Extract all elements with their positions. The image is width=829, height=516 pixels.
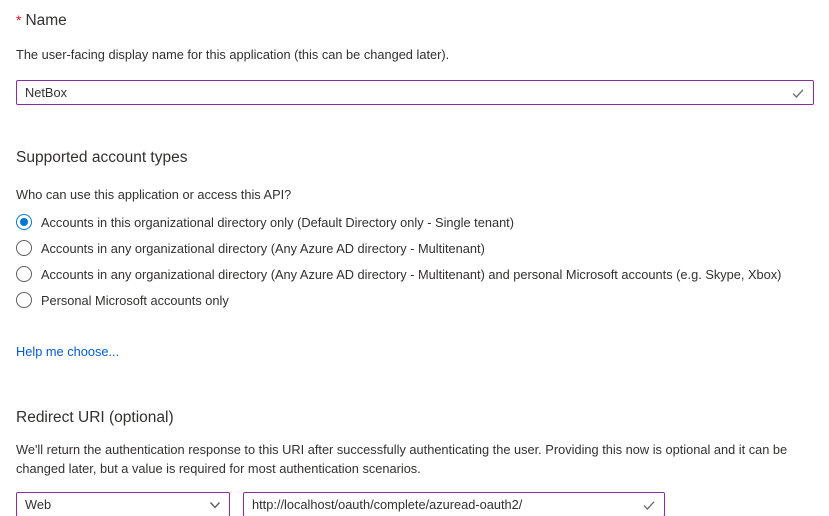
- radio-option-label: Accounts in any organizational directory (Any Azure AD directory - Multitenant) and personal Microsoft accounts (e.g. Skype, Xbox): [41, 266, 782, 282]
- radio-icon: [16, 266, 32, 282]
- name-input-container: [16, 80, 814, 105]
- name-label-text: Name: [25, 12, 67, 29]
- radio-option-label: Personal Microsoft accounts only: [41, 292, 229, 308]
- account-types-question: Who can use this application or access this API?: [16, 187, 292, 202]
- platform-select[interactable]: [16, 492, 230, 516]
- radio-option-label: Accounts in any organizational directory (Any Azure AD directory - Multitenant): [41, 240, 485, 256]
- radio-icon: [16, 240, 32, 256]
- radio-option-multitenant-personal[interactable]: [16, 266, 814, 282]
- redirect-uri-heading: Redirect URI (optional): [16, 409, 174, 426]
- platform-select-value: Web: [25, 497, 52, 512]
- radio-icon: [16, 214, 32, 230]
- redirect-uri-controls: [16, 492, 814, 516]
- name-field-label: [16, 10, 814, 31]
- radio-option-single-tenant[interactable]: [16, 214, 814, 230]
- radio-option-multitenant[interactable]: [16, 240, 814, 256]
- name-input[interactable]: [17, 85, 813, 100]
- radio-option-label: Accounts in this organizational directory only (Default Directory only - Single tenant): [41, 214, 514, 230]
- checkmark-icon: [790, 85, 806, 101]
- radio-icon: [16, 292, 32, 308]
- required-asterisk: *: [16, 12, 22, 28]
- name-field-hint: The user-facing display name for this application (this can be changed later).: [16, 47, 450, 62]
- name-section: [16, 10, 814, 105]
- redirect-uri-input[interactable]: [244, 497, 664, 512]
- account-types-heading: Supported account types: [16, 149, 188, 166]
- redirect-uri-input-container: [243, 492, 665, 516]
- redirect-uri-description: We'll return the authentication response to this URI after successfully authenticating the user. Providing this now is optional and it can be changed later, but a value is required for most authentication scenarios.: [16, 442, 788, 476]
- checkmark-icon: [641, 497, 657, 513]
- help-me-choose-link[interactable]: Help me choose...: [16, 344, 120, 359]
- account-types-section: [16, 148, 814, 361]
- radio-option-personal-only[interactable]: [16, 292, 814, 308]
- account-types-radio-group: [16, 214, 814, 308]
- redirect-uri-section: [16, 408, 814, 516]
- chevron-down-icon: [208, 498, 222, 512]
